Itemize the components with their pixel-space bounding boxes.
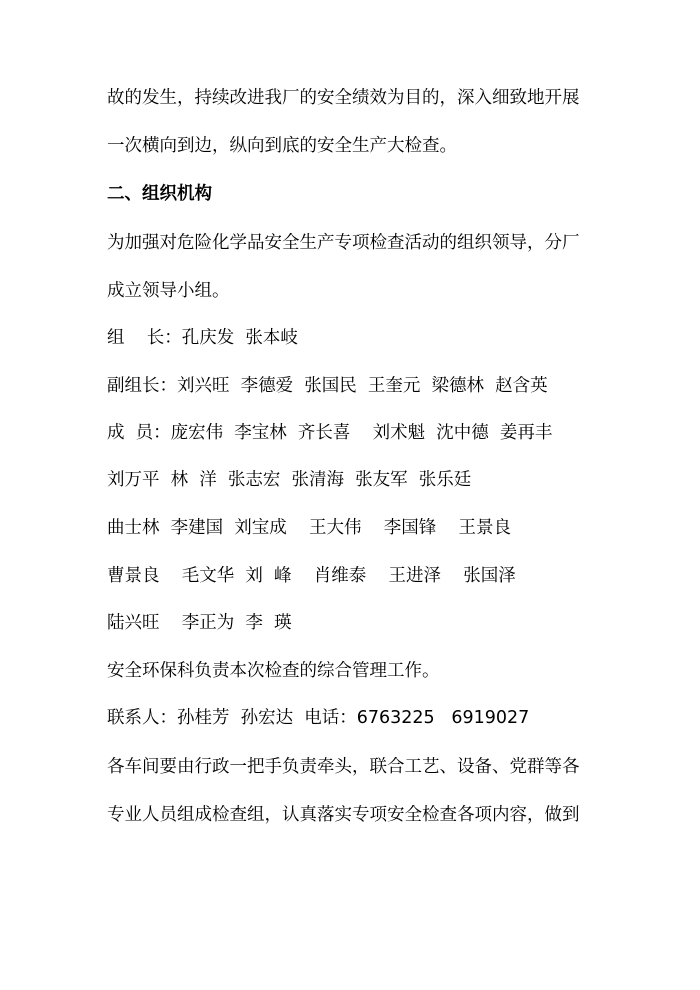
section-heading-organization: 二、组织机构: [107, 184, 212, 204]
paragraph-line-6: 专业人员组成检查组，认真落实专项安全检查各项内容，做到: [107, 805, 580, 825]
members-line-5: 陆兴旺 李正为 李 瑛: [107, 613, 292, 633]
members-line-4: 曹景良 毛文华 刘 峰 肖维泰 王进泽 张国泽: [107, 566, 516, 586]
responsibility-line: 安全环保科负责本次检查的综合管理工作。: [107, 661, 440, 681]
group-leader-line: 组 长：孔庆发 张本岐: [107, 328, 298, 348]
paragraph-line-2: 一次横向到边，纵向到底的安全生产大检查。: [107, 136, 457, 156]
paragraph-line-3: 为加强对危险化学品安全生产专项检查活动的组织领导，分厂: [107, 233, 580, 253]
paragraph-line-5: 各车间要由行政一把手负责牵头，联合工艺、设备、党群等各: [107, 757, 580, 777]
members-line-2: 刘万平 林 洋 张志宏 张清海 张友军 张乐廷: [107, 470, 472, 490]
contact-line: 联系人：孙桂芳 孙宏达 电话：6763225 6919027: [107, 708, 530, 728]
paragraph-line-1: 故的发生，持续改进我厂的安全绩效为目的，深入细致地开展: [107, 88, 580, 108]
deputy-leader-line: 副组长：刘兴旺 李德爱 张国民 王奎元 梁德林 赵含英: [107, 376, 548, 396]
paragraph-line-4: 成立领导小组。: [107, 281, 230, 301]
members-line-1: 成 员：庞宏伟 李宝林 齐长喜 刘术魁 沈中德 姜再丰: [107, 423, 553, 443]
members-line-3: 曲士林 李建国 刘宝成 王大伟 李国锋 王景良: [107, 518, 512, 538]
